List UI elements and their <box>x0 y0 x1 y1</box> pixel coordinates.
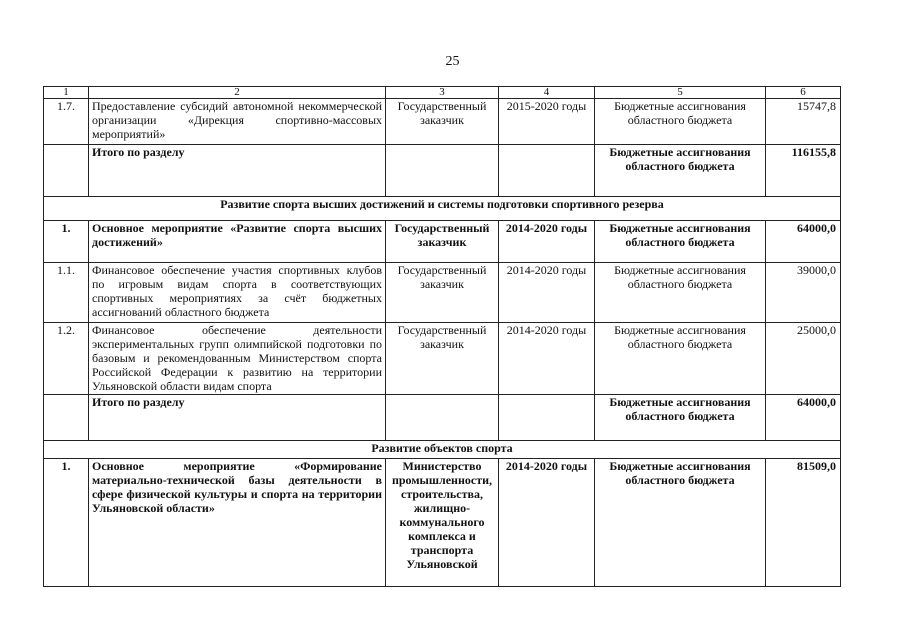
header-cell: 2 <box>89 87 386 99</box>
row-number: 1.7. <box>44 99 89 145</box>
table-row <box>44 263 841 323</box>
section-title: Развитие спорта высших достижений и системы подготовки спортивного резерва <box>44 197 841 221</box>
row-amount: 15747,8 <box>766 99 841 145</box>
row-number: 1.2. <box>44 323 89 395</box>
row-period: 2014-2020 годы <box>499 221 595 263</box>
row-funding-source: Бюджетные ассигнования областного бюджета <box>595 323 766 395</box>
row-customer <box>386 395 499 441</box>
total-row <box>44 145 841 197</box>
row-number: 1.1. <box>44 263 89 323</box>
row-number: 1. <box>44 221 89 263</box>
row-period: 2014-2020 годы <box>499 263 595 323</box>
program-table <box>43 86 841 587</box>
total-row <box>44 395 841 441</box>
row-customer: Министерство промышленности, строительства, жилищно-коммунального комплекса и транспорта Ульяновской <box>386 459 499 587</box>
row-amount: 81509,0 <box>766 459 841 587</box>
row-period <box>499 395 595 441</box>
row-customer: Государственный заказчик <box>386 221 499 263</box>
row-number <box>44 395 89 441</box>
row-amount: 64000,0 <box>766 395 841 441</box>
row-customer: Государственный заказчик <box>386 263 499 323</box>
row-customer <box>386 145 499 197</box>
row-amount: 39000,0 <box>766 263 841 323</box>
section-row <box>44 197 841 221</box>
row-funding-source: Бюджетные ассигнования областного бюджета <box>595 459 766 587</box>
table-row <box>44 99 841 145</box>
row-amount: 116155,8 <box>766 145 841 197</box>
header-cell: 3 <box>386 87 499 99</box>
section-title: Развитие объектов спорта <box>44 441 841 459</box>
section-row <box>44 441 841 459</box>
header-cell: 4 <box>499 87 595 99</box>
row-description: Итого по разделу <box>89 395 386 441</box>
row-description: Основное мероприятие «Развитие спорта высших достижений» <box>89 221 386 263</box>
row-funding-source: Бюджетные ассигнования областного бюджета <box>595 145 766 197</box>
table-row <box>44 323 841 395</box>
row-amount: 64000,0 <box>766 221 841 263</box>
row-description: Финансовое обеспечение деятельности экспериментальных групп олимпийской подготовки по базовым и рекомендованным Министерством спорта Российской Федерации к развитию на территории Ульяновской области видам спорта <box>89 323 386 395</box>
header-cell: 5 <box>595 87 766 99</box>
row-customer: Государственный заказчик <box>386 99 499 145</box>
row-number <box>44 145 89 197</box>
row-period: 2014-2020 годы <box>499 323 595 395</box>
row-funding-source: Бюджетные ассигнования областного бюджета <box>595 99 766 145</box>
row-amount: 25000,0 <box>766 323 841 395</box>
row-customer: Государственный заказчик <box>386 323 499 395</box>
row-funding-source: Бюджетные ассигнования областного бюджета <box>595 263 766 323</box>
row-period: 2014-2020 годы <box>499 459 595 587</box>
row-funding-source: Бюджетные ассигнования областного бюджета <box>595 395 766 441</box>
row-funding-source: Бюджетные ассигнования областного бюджета <box>595 221 766 263</box>
header-row <box>44 87 841 99</box>
row-description: Основное мероприятие «Формирование материально-технической базы деятельности в сфере физической культуры и спорта на территории Ульяновской области» <box>89 459 386 587</box>
row-number: 1. <box>44 459 89 587</box>
row-period <box>499 145 595 197</box>
page-number: 25 <box>445 54 460 69</box>
table-row <box>44 459 841 587</box>
row-description: Предоставление субсидий автономной некоммерческой организации «Дирекция спортивно-массовых мероприятий» <box>89 99 386 145</box>
header-cell: 6 <box>766 87 841 99</box>
table-row <box>44 221 841 263</box>
header-cell: 1 <box>44 87 89 99</box>
row-period: 2015-2020 годы <box>499 99 595 145</box>
row-description: Итого по разделу <box>89 145 386 197</box>
row-description: Финансовое обеспечение участия спортивных клубов по игровым видам спорта в соответствующих спортивных мероприятиях за счёт бюджетных ассигнований областного бюджета <box>89 263 386 323</box>
